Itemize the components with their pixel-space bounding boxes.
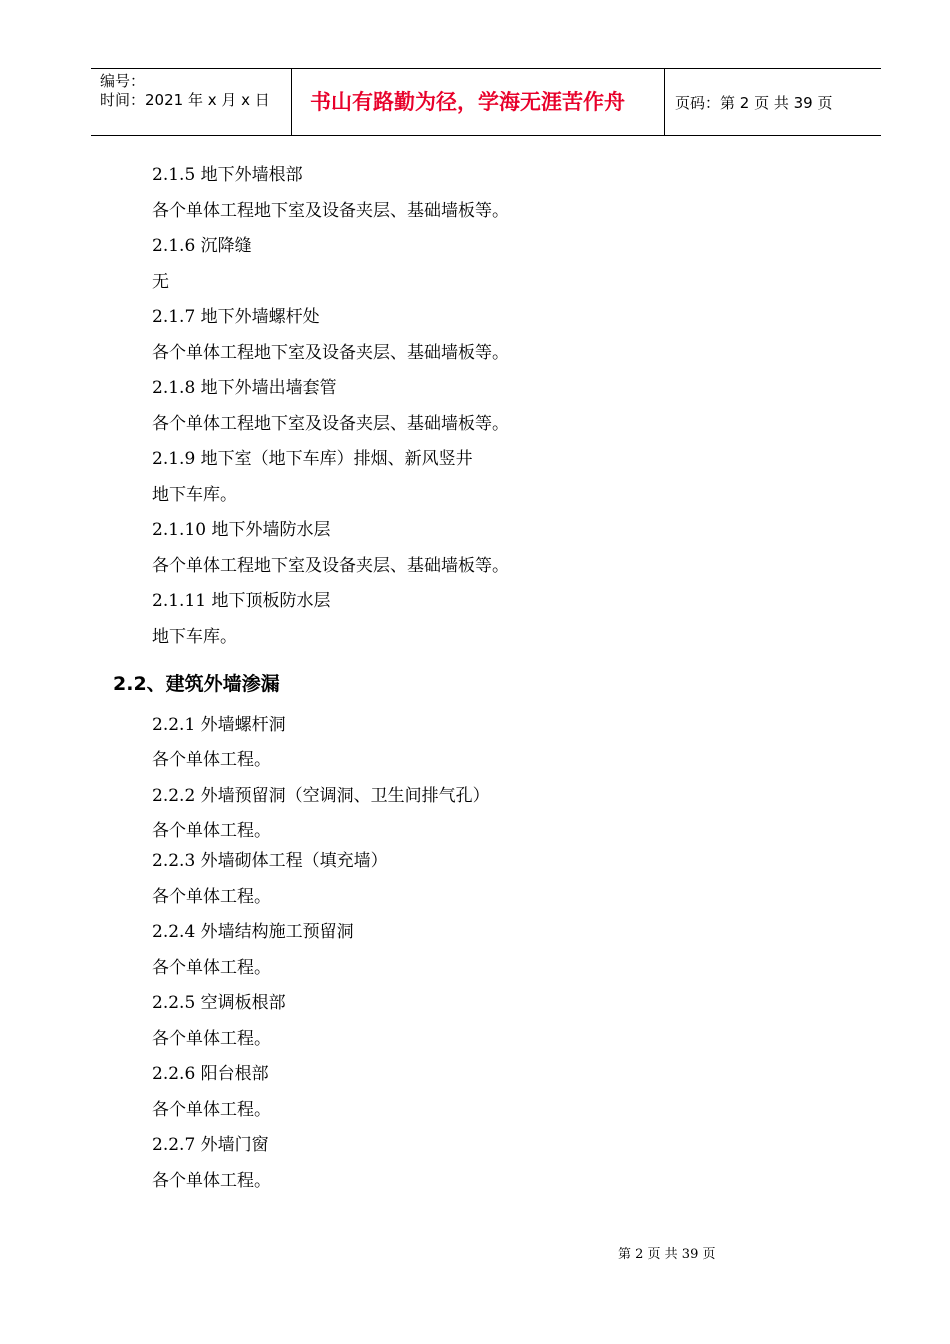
header-middle-cell [292, 69, 665, 135]
body-line: 2.1.7 地下外墙螺杆处 [152, 307, 320, 327]
body-line: 各个单体工程。 [152, 958, 271, 978]
body-line: 2.2.7 外墙门窗 [152, 1135, 269, 1155]
header-motto: 书山有路勤为径，学海无涯苦作舟 [310, 90, 625, 114]
body-line: 无 [152, 272, 169, 292]
body-line: 地下车库。 [152, 627, 237, 647]
page-footer: 第 2 页 共 39 页 [618, 1247, 716, 1262]
doc-time-label: 时间：2021 年 x 月 x 日 [100, 91, 270, 109]
body-line: 2.1.8 地下外墙出墙套管 [152, 378, 337, 398]
page-header [91, 68, 881, 136]
header-right-cell [665, 69, 881, 135]
body-line: 各个单体工程地下室及设备夹层、基础墙板等。 [152, 556, 509, 576]
body-line: 2.2.3 外墙砌体工程（填充墙） [152, 851, 388, 871]
body-line: 各个单体工程地下室及设备夹层、基础墙板等。 [152, 343, 509, 363]
doc-number-label: 编号： [100, 72, 146, 90]
header-page-info: 页码：第 2 页 共 39 页 [675, 94, 833, 112]
body-line: 各个单体工程。 [152, 821, 271, 841]
body-line: 各个单体工程。 [152, 750, 271, 770]
body-line: 各个单体工程地下室及设备夹层、基础墙板等。 [152, 414, 509, 434]
body-line: 2.2.2 外墙预留洞（空调洞、卫生间排气孔） [152, 786, 490, 806]
body-line: 各个单体工程。 [152, 1029, 271, 1049]
body-line: 各个单体工程。 [152, 1171, 271, 1191]
body-line: 2.1.10 地下外墙防水层 [152, 520, 331, 540]
body-line: 各个单体工程地下室及设备夹层、基础墙板等。 [152, 201, 509, 221]
section-heading: 2.2、建筑外墙渗漏 [113, 673, 280, 695]
body-line: 2.1.6 沉降缝 [152, 236, 252, 256]
body-line: 2.1.5 地下外墙根部 [152, 165, 303, 185]
body-line: 地下车库。 [152, 485, 237, 505]
body-line: 2.2.4 外墙结构施工预留洞 [152, 922, 354, 942]
body-line: 2.1.9 地下室（地下车库）排烟、新风竖井 [152, 449, 473, 469]
body-line: 2.2.5 空调板根部 [152, 993, 286, 1013]
header-left-cell [91, 69, 292, 135]
body-line: 各个单体工程。 [152, 887, 271, 907]
body-line: 2.2.6 阳台根部 [152, 1064, 269, 1084]
body-line: 2.1.11 地下顶板防水层 [152, 591, 331, 611]
body-line: 各个单体工程。 [152, 1100, 271, 1120]
body-line: 2.2.1 外墙螺杆洞 [152, 715, 286, 735]
